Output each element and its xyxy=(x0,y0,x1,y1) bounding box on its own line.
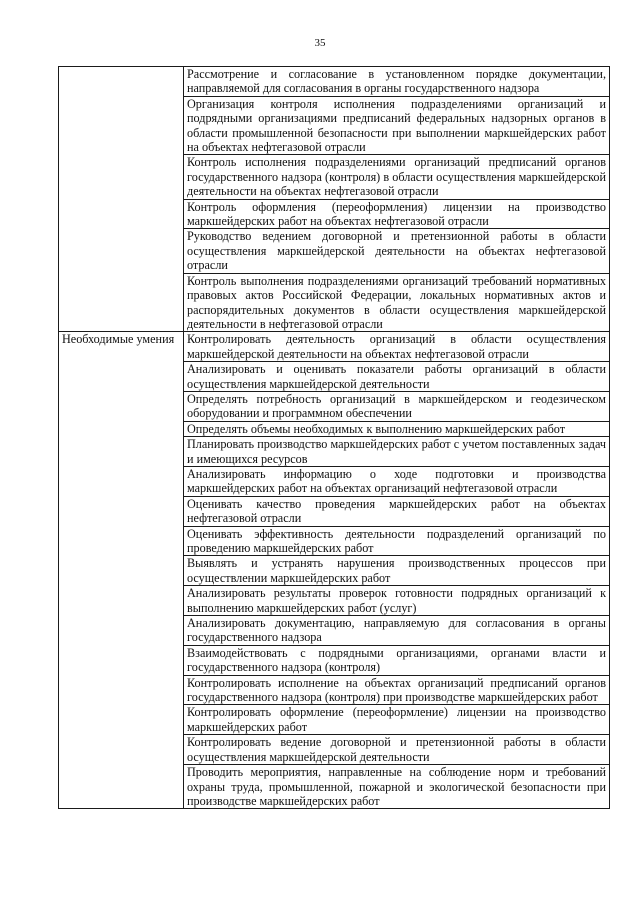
table-cell: Рассмотрение и согласование в установленном порядке документации, направляемой для согласования в органы государственного надзора xyxy=(184,67,610,97)
table-cell: Планировать производство маркшейдерских работ с учетом поставленных задач и имеющихся ресурсов xyxy=(184,437,610,467)
table-row xyxy=(59,67,610,97)
table-cell: Определять объемы необходимых к выполнению маркшейдерских работ xyxy=(184,421,610,436)
table-cell: Контроль выполнения подразделениями организаций требований нормативных правовых актов Российской Федерации, локальных нормативных актов и распорядительных документов в области осуществления маркшейдерской деятельности в нефтегазовой отрасли xyxy=(184,273,610,332)
table-cell: Анализировать результаты проверок готовности подрядных организаций к выполнению маркшейдерских работ (услуг) xyxy=(184,586,610,616)
table-cell: Организация контроля исполнения подразделениями организаций и подрядными организациями предписаний федеральных надзорных органов в области промышленной безопасности при выполнении маркшейдерских работ на объектах нефтегазовой отрасли xyxy=(184,96,610,155)
table-cell: Проводить мероприятия, направленные на соблюдение норм и требований охраны труда, промышленной, пожарной и экологической безопасности при производстве маркшейдерских работ xyxy=(184,765,610,809)
table-cell: Взаимодействовать с подрядными организациями, органами власти и государственного надзора (контроля) xyxy=(184,645,610,675)
table-cell: Контролировать ведение договорной и претензионной работы в области осуществления маркшейдерской деятельности xyxy=(184,735,610,765)
table-cell: Контроль исполнения подразделениями организаций предписаний органов государственного надзора (контроля) в области осуществления маркшейдерской деятельности на объектах нефтегазовой отрасли xyxy=(184,155,610,199)
table-cell: Анализировать информацию о ходе подготовки и производства маркшейдерских работ на объектах организаций нефтегазовой отрасли xyxy=(184,466,610,496)
table-cell: Контролировать исполнение на объектах организаций предписаний органов государственного надзора (контроля) при производстве маркшейдерских работ xyxy=(184,675,610,705)
table-cell: Оценивать эффективность деятельности подразделений организаций по проведению маркшейдерских работ xyxy=(184,526,610,556)
section-label-cell: Необходимые умения xyxy=(59,332,184,809)
table-cell: Выявлять и устранять нарушения производственных процессов при осуществлении маркшейдерских работ xyxy=(184,556,610,586)
table-cell: Оценивать качество проведения маркшейдерских работ на объектах нефтегазовой отрасли xyxy=(184,496,610,526)
table-cell: Контролировать оформление (переоформление) лицензии на производство маркшейдерских работ xyxy=(184,705,610,735)
table-row xyxy=(59,332,610,362)
table-cell: Анализировать и оценивать показатели работы организаций в области осуществления маркшейдерской деятельности xyxy=(184,362,610,392)
table-cell: Руководство ведением договорной и претензионной работы в области осуществления маркшейдерской деятельности на объектах нефтегазовой отрасли xyxy=(184,229,610,273)
competency-table xyxy=(58,66,610,809)
table-cell: Определять потребность организаций в маркшейдерском и геодезическом оборудовании и программном обеспечении xyxy=(184,391,610,421)
section-label-cell xyxy=(59,67,184,332)
table-cell: Контролировать деятельность организаций в области осуществления маркшейдерской деятельности на объектах нефтегазовой отрасли xyxy=(184,332,610,362)
page-number: 35 xyxy=(314,37,326,49)
table-cell: Анализировать документацию, направляемую для согласования в органы государственного надзора xyxy=(184,616,610,646)
table-cell: Контроль оформления (переоформления) лицензии на производство маркшейдерских работ на объектах нефтегазовой отрасли xyxy=(184,199,610,229)
